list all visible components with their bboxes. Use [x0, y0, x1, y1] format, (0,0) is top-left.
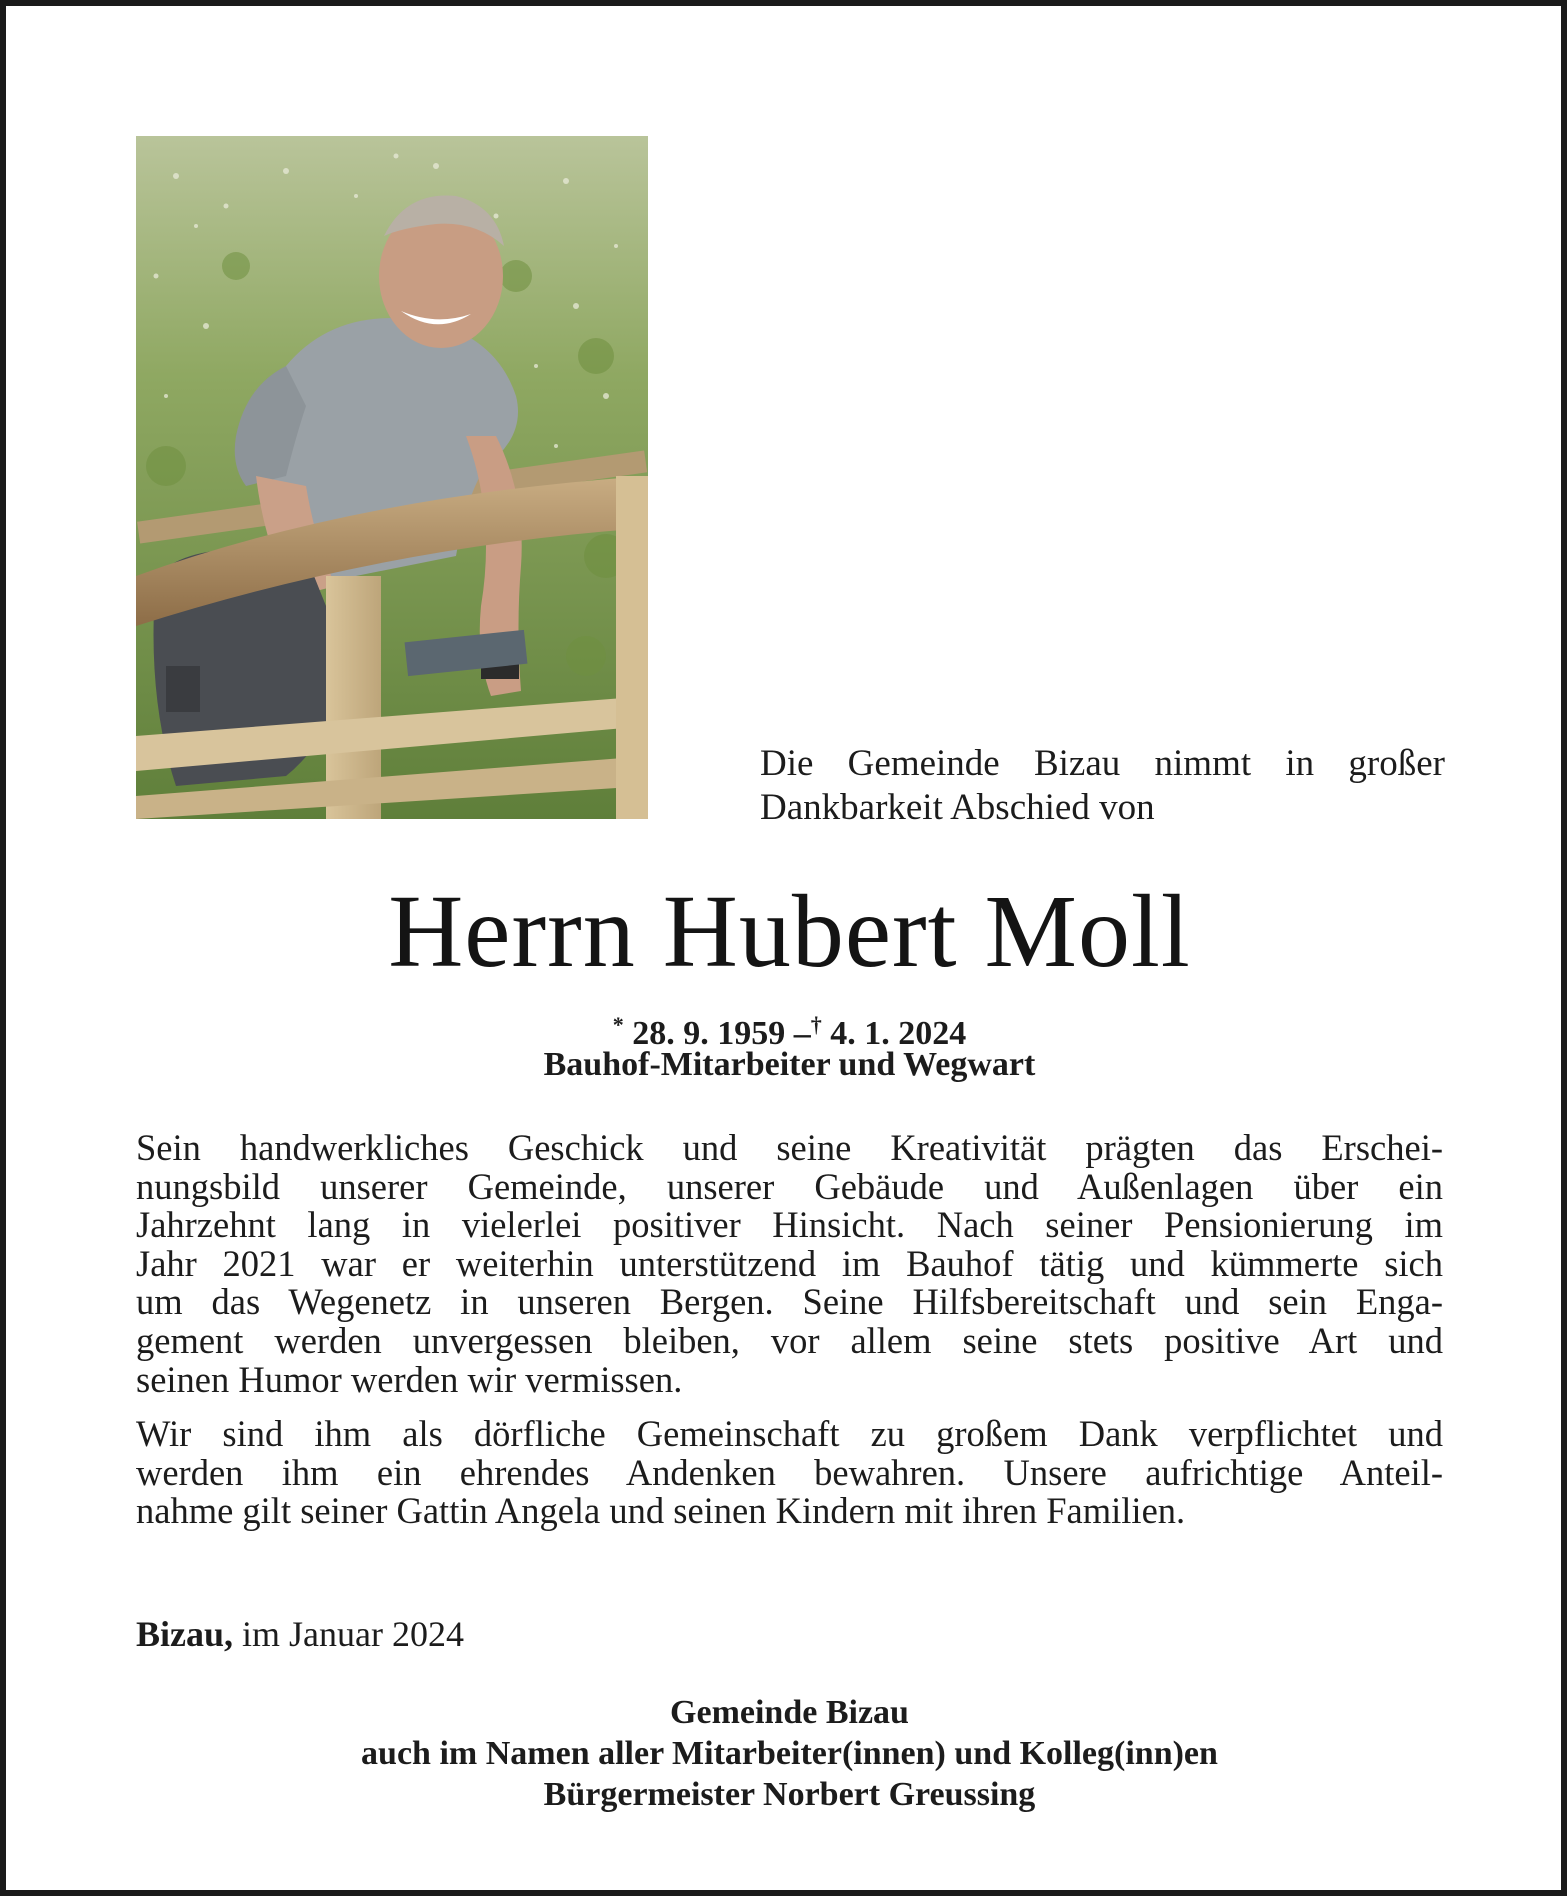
signature-line: Bürgermeister Norbert Greussing: [543, 1776, 1036, 1813]
place-date: im Januar 2024: [242, 1614, 464, 1654]
body-line: Jahr 2021 war er weiterhin unterstützend im Bauhof tätig und kümmerte sich: [136, 1242, 1443, 1284]
signature-line: Gemeinde Bizau: [670, 1694, 909, 1731]
signature-line: auch im Namen aller Mitarbeiter(innen) und Kolleg(inn)en: [361, 1735, 1218, 1772]
date-separator: –: [793, 1015, 811, 1052]
deceased-role: Bauhof-Mitarbeiter und Wegwart: [543, 1046, 1036, 1083]
body-line: gement werden unvergessen bleiben, vor allem seine stets positive Art und: [136, 1319, 1443, 1361]
intro-line: Die Gemeinde Bizau nimmt in großer: [760, 743, 1445, 784]
place-town: Bizau,: [136, 1614, 234, 1654]
signature-block: [6, 1692, 1567, 1815]
intro-text: [760, 742, 1445, 830]
body-line: um das Wegenetz in unseren Bergen. Seine Hilfsbereitschaft und sein Enga-: [136, 1281, 1443, 1323]
birth-symbol: *: [612, 1012, 624, 1037]
body-line: nahme gilt seiner Gattin Angela und seinen Kindern mit ihren Familien.: [136, 1490, 1186, 1532]
portrait-photo: [136, 136, 648, 819]
deceased-name: Herrn Hubert Moll: [388, 874, 1191, 989]
birth-date: 28. 9. 1959: [632, 1015, 786, 1052]
portrait-illustration: [136, 136, 648, 819]
body-line: werden ihm ein ehrendes Andenken bewahren. Unsere aufrichtige Anteil-: [136, 1451, 1443, 1493]
death-symbol: †: [810, 1012, 822, 1037]
body-line: seinen Humor werden wir vermissen.: [136, 1358, 683, 1400]
body-paragraph-1: [136, 1129, 1443, 1399]
body-paragraph-2: [136, 1415, 1443, 1531]
body-line: Jahrzehnt lang in vielerlei positiver Hinsicht. Nach seiner Pensionierung im: [136, 1204, 1443, 1246]
intro-line: Dankbarkeit Abschied von: [760, 787, 1155, 828]
body-line: Sein handwerkliches Geschick und seine Kreativität prägten das Erschei-: [136, 1127, 1443, 1168]
body-line: nungsbild unserer Gemeinde, unserer Gebäude und Außenlagen über ein: [136, 1165, 1443, 1207]
body-line: Wir sind ihm als dörfliche Gemeinschaft zu großem Dank verpflichtet und: [136, 1413, 1443, 1455]
place-and-date: [136, 1612, 464, 1656]
death-date: 4. 1. 2024: [830, 1015, 967, 1052]
obituary-body: [136, 1129, 1443, 1547]
